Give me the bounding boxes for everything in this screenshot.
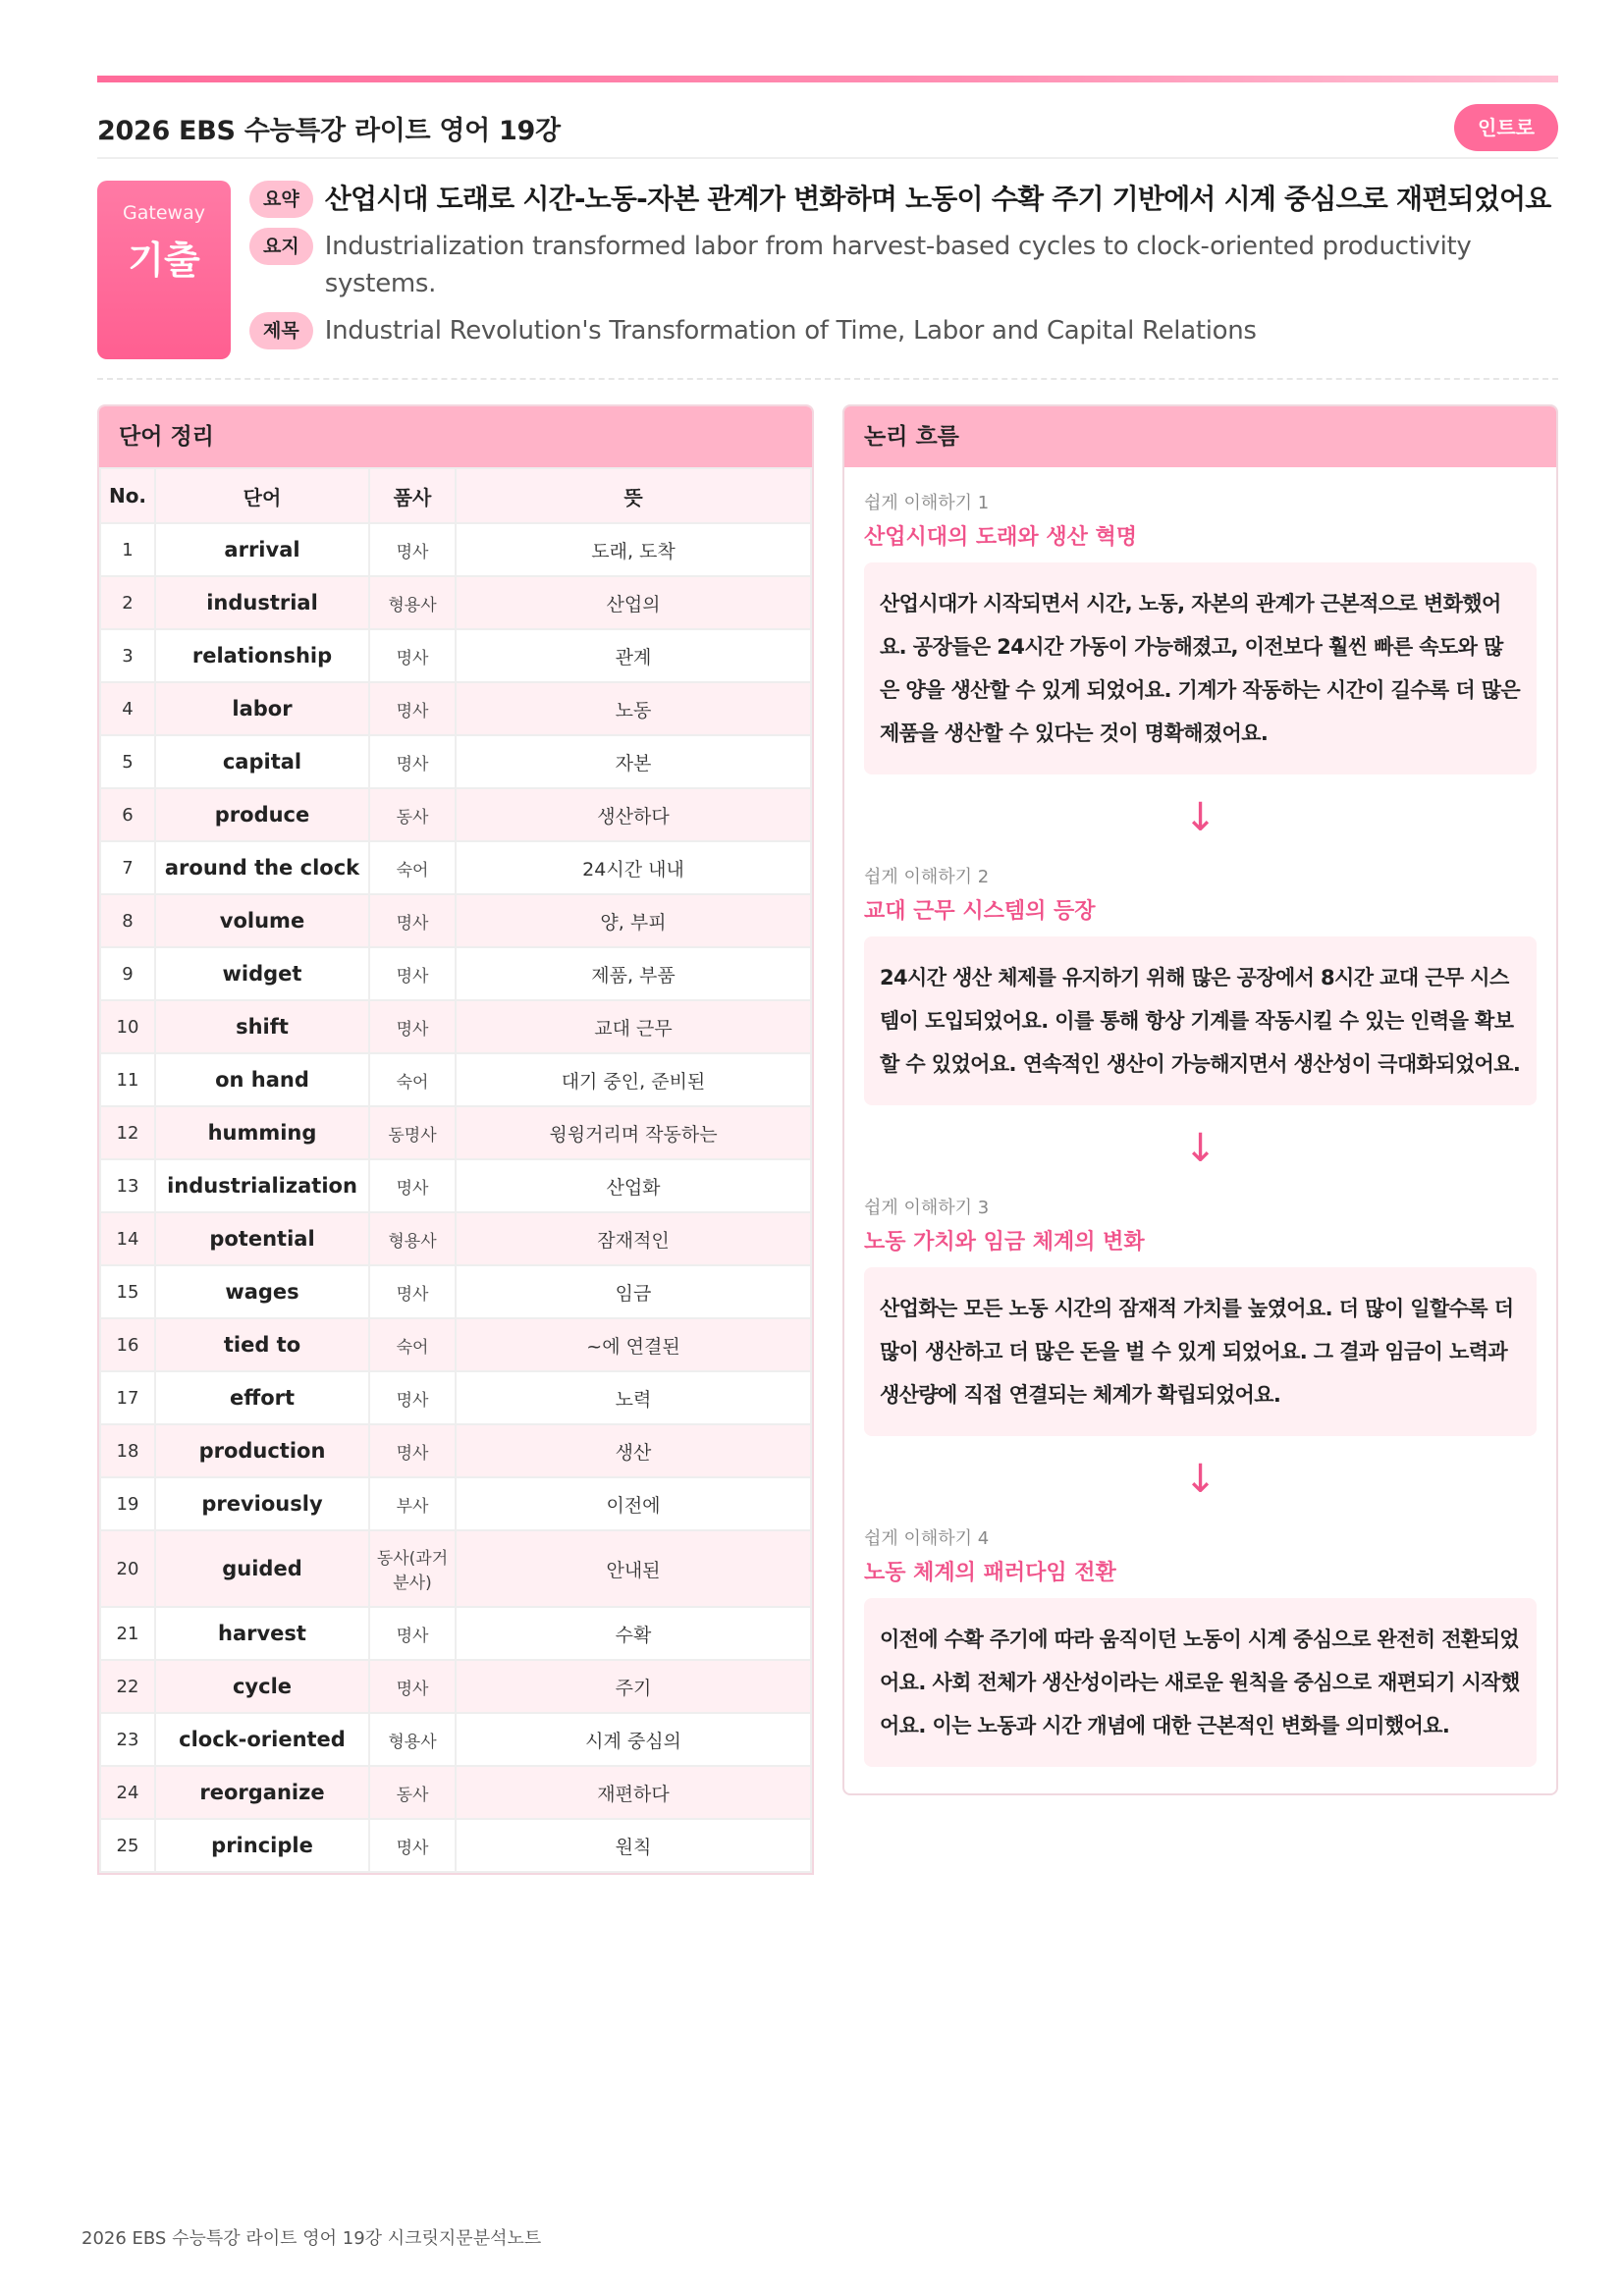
cell-no: 19 bbox=[100, 1477, 155, 1530]
table-row bbox=[100, 1530, 811, 1607]
flow-steps bbox=[844, 467, 1556, 1767]
cell-word: cycle bbox=[155, 1660, 369, 1713]
cell-word: principle bbox=[155, 1819, 369, 1872]
gateway-category: 기출 bbox=[128, 239, 200, 282]
title-tag: 제목 bbox=[249, 312, 313, 349]
cell-meaning: 윙윙거리며 작동하는 bbox=[456, 1106, 811, 1159]
cell-meaning: 시계 중심의 bbox=[456, 1713, 811, 1766]
table-row bbox=[100, 947, 811, 1000]
table-row bbox=[100, 735, 811, 788]
cell-meaning: 관계 bbox=[456, 629, 811, 682]
cell-no: 1 bbox=[100, 523, 155, 576]
cell-meaning: 산업의 bbox=[456, 576, 811, 629]
title-text: Industrial Revolution's Transformation of Time, Labor and Capital Relations bbox=[324, 316, 1257, 346]
down-arrow-icon: ↓ bbox=[1183, 1457, 1217, 1502]
cell-word: harvest bbox=[155, 1607, 369, 1660]
cell-word: effort bbox=[155, 1371, 369, 1424]
cell-meaning: 이전에 bbox=[456, 1477, 811, 1530]
cell-no: 13 bbox=[100, 1159, 155, 1212]
cell-word: potential bbox=[155, 1212, 369, 1265]
cell-word: guided bbox=[155, 1530, 369, 1607]
col-word: 단어 bbox=[155, 468, 369, 523]
cell-meaning: 안내된 bbox=[456, 1530, 811, 1607]
table-row bbox=[100, 629, 811, 682]
table-row bbox=[100, 1212, 811, 1265]
intro-button[interactable]: 인트로 bbox=[1454, 104, 1558, 151]
cell-meaning: 도래, 도착 bbox=[456, 523, 811, 576]
cell-pos: 명사 bbox=[369, 947, 456, 1000]
table-row bbox=[100, 894, 811, 947]
gist-row bbox=[249, 228, 1565, 302]
down-arrow-icon: ↓ bbox=[1183, 795, 1217, 840]
table-row bbox=[100, 576, 811, 629]
flow-heading: 논리 흐름 bbox=[844, 406, 1556, 467]
cell-pos: 숙어 bbox=[369, 1053, 456, 1106]
cell-meaning: 수확 bbox=[456, 1607, 811, 1660]
cell-word: shift bbox=[155, 1000, 369, 1053]
cell-pos: 숙어 bbox=[369, 1318, 456, 1371]
table-row bbox=[100, 1318, 811, 1371]
vocab-rows bbox=[100, 523, 811, 1872]
table-row bbox=[100, 788, 811, 841]
cell-pos: 명사 bbox=[369, 1159, 456, 1212]
cell-meaning: ~에 연결된 bbox=[456, 1318, 811, 1371]
step-text: 산업시대가 시작되면서 시간, 노동, 자본의 관계가 근본적으로 변화했어요. 공장들은 24시간 가동이 가능해졌고, 이전보다 훨씬 빠른 속도와 많은 양을 생산할 수 있게 되었어요. 기계가 작동하는 시간이 길수록 더 많은 제품을 생산할 수 있다는 것이 명확해졌어요. bbox=[864, 562, 1537, 774]
cell-meaning: 노동 bbox=[456, 682, 811, 735]
cell-no: 18 bbox=[100, 1424, 155, 1477]
gateway-badge bbox=[97, 181, 231, 359]
cell-word: capital bbox=[155, 735, 369, 788]
vocab-panel bbox=[97, 404, 814, 1875]
step-title: 산업시대의 도래와 생산 혁명 bbox=[864, 525, 1138, 550]
summary-tag: 요약 bbox=[249, 181, 313, 218]
table-row bbox=[100, 523, 811, 576]
summary-text: 산업시대 도래로 시간-노동-자본 관계가 변화하며 노동이 수확 주기 기반에서 시계 중심으로 재편되었어요 bbox=[324, 183, 1551, 215]
flow-step bbox=[864, 1524, 1537, 1767]
cell-pos: 숙어 bbox=[369, 841, 456, 894]
cell-meaning: 양, 부피 bbox=[456, 894, 811, 947]
cell-word: relationship bbox=[155, 629, 369, 682]
cell-word: previously bbox=[155, 1477, 369, 1530]
page-title: 2026 EBS 수능특강 라이트 영어 19강 bbox=[97, 115, 561, 146]
step-text: 24시간 생산 체제를 유지하기 위해 많은 공장에서 8시간 교대 근무 시스템이 도입되었어요. 이를 통해 항상 기계를 작동시킬 수 있는 인력을 확보할 수 있었어요. 연속적인 생산이 가능해지면서 생산성이 극대화되었어요. bbox=[864, 936, 1537, 1105]
cell-pos: 동사 bbox=[369, 1766, 456, 1819]
cell-no: 23 bbox=[100, 1713, 155, 1766]
cell-pos: 부사 bbox=[369, 1477, 456, 1530]
cell-pos: 명사 bbox=[369, 1607, 456, 1660]
logic-flow-panel bbox=[842, 404, 1558, 1795]
table-row bbox=[100, 1766, 811, 1819]
cell-word: reorganize bbox=[155, 1766, 369, 1819]
cell-pos: 명사 bbox=[369, 735, 456, 788]
cell-no: 21 bbox=[100, 1607, 155, 1660]
cell-no: 3 bbox=[100, 629, 155, 682]
cell-no: 8 bbox=[100, 894, 155, 947]
summary-divider bbox=[97, 378, 1558, 380]
cell-meaning: 재편하다 bbox=[456, 1766, 811, 1819]
table-row bbox=[100, 682, 811, 735]
cell-word: labor bbox=[155, 682, 369, 735]
cell-meaning: 생산하다 bbox=[456, 788, 811, 841]
col-pos: 품사 bbox=[369, 468, 456, 523]
cell-word: tied to bbox=[155, 1318, 369, 1371]
cell-pos: 동명사 bbox=[369, 1106, 456, 1159]
col-no: No. bbox=[100, 468, 155, 523]
cell-pos: 명사 bbox=[369, 523, 456, 576]
cell-meaning: 임금 bbox=[456, 1265, 811, 1318]
gist-text: Industrialization transformed labor from harvest-based cycles to clock-oriented productivity systems. bbox=[324, 232, 1472, 298]
cell-pos: 형용사 bbox=[369, 1212, 456, 1265]
table-row bbox=[100, 1819, 811, 1872]
cell-meaning: 24시간 내내 bbox=[456, 841, 811, 894]
cell-word: humming bbox=[155, 1106, 369, 1159]
cell-pos: 명사 bbox=[369, 1660, 456, 1713]
cell-word: arrival bbox=[155, 523, 369, 576]
vocab-table bbox=[99, 467, 812, 1873]
cell-no: 20 bbox=[100, 1530, 155, 1607]
step-text: 이전에 수확 주기에 따라 움직이던 노동이 시계 중심으로 완전히 전환되었어요. 사회 전체가 생산성이라는 새로운 원칙을 중심으로 재편되기 시작했어요. 이는 노동과 시간 개념에 대한 근본적인 변화를 의미했어요. bbox=[864, 1598, 1537, 1767]
step-title: 노동 체계의 패러다임 전환 bbox=[864, 1561, 1116, 1585]
cell-meaning: 잠재적인 bbox=[456, 1212, 811, 1265]
cell-no: 14 bbox=[100, 1212, 155, 1265]
cell-no: 4 bbox=[100, 682, 155, 735]
table-row bbox=[100, 1000, 811, 1053]
table-row bbox=[100, 1053, 811, 1106]
cell-meaning: 제품, 부품 bbox=[456, 947, 811, 1000]
summary-section bbox=[249, 181, 1565, 359]
cell-word: widget bbox=[155, 947, 369, 1000]
step-title: 노동 가치와 임금 체계의 변화 bbox=[864, 1230, 1145, 1255]
table-row bbox=[100, 1660, 811, 1713]
flow-step bbox=[864, 489, 1537, 774]
cell-no: 16 bbox=[100, 1318, 155, 1371]
cell-pos: 명사 bbox=[369, 894, 456, 947]
cell-pos: 명사 bbox=[369, 682, 456, 735]
cell-pos: 형용사 bbox=[369, 1713, 456, 1766]
page-footer: 2026 EBS 수능특강 라이트 영어 19강 시크릿지문분석노트 bbox=[81, 2228, 542, 2249]
step-label: 쉽게 이해하기 2 bbox=[864, 867, 990, 887]
gateway-label: Gateway bbox=[123, 202, 205, 224]
page-header bbox=[97, 98, 1558, 157]
down-arrow-icon: ↓ bbox=[1183, 1126, 1217, 1171]
cell-pos: 명사 bbox=[369, 1819, 456, 1872]
cell-word: volume bbox=[155, 894, 369, 947]
cell-no: 25 bbox=[100, 1819, 155, 1872]
cell-word: on hand bbox=[155, 1053, 369, 1106]
table-row bbox=[100, 1106, 811, 1159]
cell-meaning: 주기 bbox=[456, 1660, 811, 1713]
table-row bbox=[100, 1159, 811, 1212]
cell-pos: 동사(과거분사) bbox=[369, 1530, 456, 1607]
step-text: 산업화는 모든 노동 시간의 잠재적 가치를 높였어요. 더 많이 일할수록 더 많이 생산하고 더 많은 돈을 벌 수 있게 되었어요. 그 결과 임금이 노력과 생산량에 직접 연결되는 체계가 확립되었어요. bbox=[864, 1267, 1537, 1436]
table-row bbox=[100, 1713, 811, 1766]
cell-meaning: 자본 bbox=[456, 735, 811, 788]
gist-tag: 요지 bbox=[249, 228, 313, 265]
cell-no: 12 bbox=[100, 1106, 155, 1159]
cell-no: 2 bbox=[100, 576, 155, 629]
step-title: 교대 근무 시스템의 등장 bbox=[864, 899, 1096, 924]
cell-pos: 명사 bbox=[369, 1000, 456, 1053]
cell-word: wages bbox=[155, 1265, 369, 1318]
col-meaning: 뜻 bbox=[456, 468, 811, 523]
table-row bbox=[100, 841, 811, 894]
cell-pos: 명사 bbox=[369, 629, 456, 682]
flow-step bbox=[864, 863, 1537, 1105]
vocab-heading: 단어 정리 bbox=[99, 406, 812, 467]
cell-no: 24 bbox=[100, 1766, 155, 1819]
cell-meaning: 원칙 bbox=[456, 1819, 811, 1872]
table-row bbox=[100, 1607, 811, 1660]
cell-meaning: 생산 bbox=[456, 1424, 811, 1477]
cell-no: 22 bbox=[100, 1660, 155, 1713]
cell-no: 15 bbox=[100, 1265, 155, 1318]
cell-no: 10 bbox=[100, 1000, 155, 1053]
cell-pos: 형용사 bbox=[369, 576, 456, 629]
cell-pos: 명사 bbox=[369, 1424, 456, 1477]
table-row bbox=[100, 1424, 811, 1477]
step-label: 쉽게 이해하기 1 bbox=[864, 493, 990, 513]
vocab-header-row bbox=[100, 468, 811, 523]
cell-word: production bbox=[155, 1424, 369, 1477]
table-row bbox=[100, 1371, 811, 1424]
cell-pos: 명사 bbox=[369, 1371, 456, 1424]
cell-word: industrial bbox=[155, 576, 369, 629]
cell-no: 11 bbox=[100, 1053, 155, 1106]
cell-word: clock-oriented bbox=[155, 1713, 369, 1766]
top-accent-bar bbox=[97, 76, 1558, 82]
cell-word: produce bbox=[155, 788, 369, 841]
cell-pos: 명사 bbox=[369, 1265, 456, 1318]
table-row bbox=[100, 1265, 811, 1318]
cell-word: industrialization bbox=[155, 1159, 369, 1212]
header-divider bbox=[97, 157, 1558, 159]
cell-word: around the clock bbox=[155, 841, 369, 894]
cell-no: 17 bbox=[100, 1371, 155, 1424]
title-row bbox=[249, 312, 1565, 349]
cell-meaning: 노력 bbox=[456, 1371, 811, 1424]
cell-meaning: 산업화 bbox=[456, 1159, 811, 1212]
table-row bbox=[100, 1477, 811, 1530]
summary-row bbox=[249, 181, 1565, 218]
step-label: 쉽게 이해하기 4 bbox=[864, 1528, 990, 1549]
cell-no: 5 bbox=[100, 735, 155, 788]
step-label: 쉽게 이해하기 3 bbox=[864, 1198, 990, 1218]
cell-pos: 동사 bbox=[369, 788, 456, 841]
cell-meaning: 대기 중인, 준비된 bbox=[456, 1053, 811, 1106]
flow-step bbox=[864, 1194, 1537, 1436]
cell-no: 7 bbox=[100, 841, 155, 894]
cell-no: 6 bbox=[100, 788, 155, 841]
cell-meaning: 교대 근무 bbox=[456, 1000, 811, 1053]
cell-no: 9 bbox=[100, 947, 155, 1000]
